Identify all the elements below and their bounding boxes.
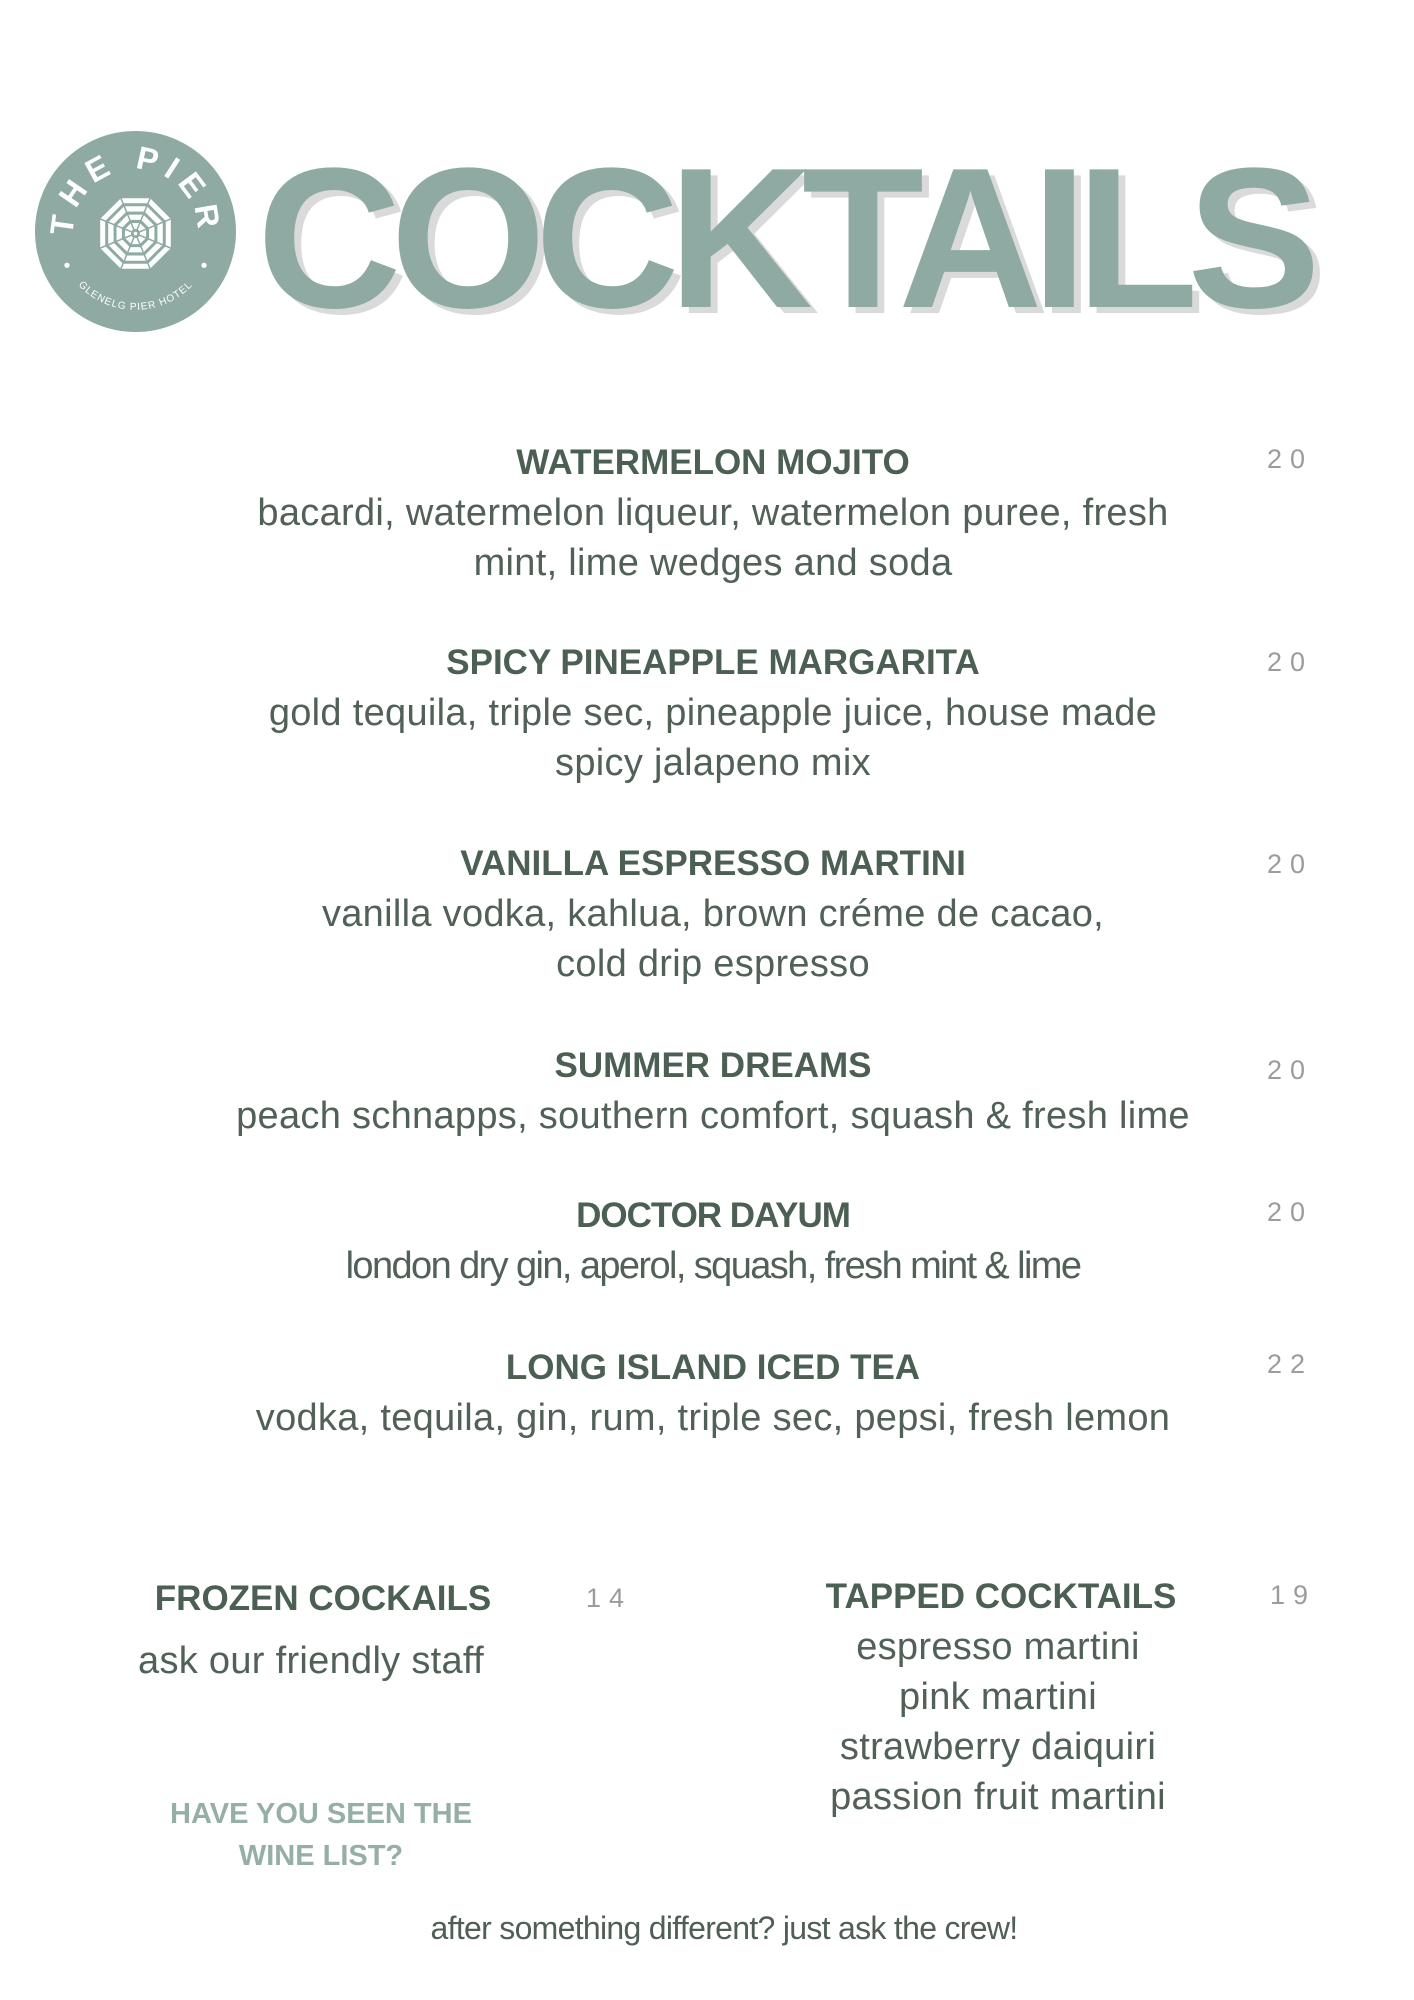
cocktail-item [190,440,1236,588]
the-pier-logo [35,131,236,332]
cocktail-price: 20 [1267,444,1314,474]
frozen-note-text: ask our friendly staff [138,1640,484,1682]
frozen-cocktails-price: 14 [586,1583,633,1613]
umbrella-icon [100,198,171,269]
cocktail-item [190,1193,1236,1291]
logo-name-text: THE PIER [43,139,229,238]
cocktail-item [190,841,1236,989]
cocktail-item [190,1345,1236,1443]
wine-prompt-line: WINE LIST? [238,1840,404,1872]
description-line: gold tequila, triple sec, pineapple juice, house made [268,692,1158,734]
cocktail-name: LONG ISLAND ICED TEA [505,1348,921,1387]
tapped-cocktails-list [798,1622,1198,1822]
frozen-cocktails-title: FROZEN COCKAILS [154,1579,492,1618]
cocktail-price: 20 [1267,849,1314,879]
cocktail-description [190,488,1236,588]
cocktail-name: DOCTOR DAYUM [576,1196,850,1235]
cocktail-description [190,889,1236,989]
cocktail-price: 20 [1267,1055,1314,1085]
tapped-cocktails-price: 19 [1270,1580,1317,1610]
tapped-cocktails-title: TAPPED COCKTAILS [825,1577,1177,1616]
list-item: espresso martini [856,1626,1140,1668]
description-line: spicy jalapeno mix [555,742,871,784]
footer-note: after something different? just ask the crew! [430,1910,1018,1946]
cocktail-price: 22 [1267,1349,1314,1379]
list-item: passion fruit martini [830,1776,1166,1818]
cocktail-price: 20 [1267,647,1314,677]
description-line: cold drip espresso [556,943,870,985]
description-line: peach schnapps, southern comfort, squash & fresh lime [236,1095,1190,1137]
page-title: COCKTAILS [257,127,1310,350]
description-line: vanilla vodka, kahlua, brown créme de cacao, [321,893,1105,935]
logo-location-text: GLENELG PIER HOTEL [76,279,195,313]
list-item: pink martini [899,1676,1097,1718]
cocktail-description [190,688,1236,788]
description-line: mint, lime wedges and soda [473,542,953,584]
cocktail-item [190,640,1236,788]
wine-list-prompt [141,1793,501,1877]
cocktail-name: WATERMELON MOJITO [516,443,910,482]
cocktail-name: SUMMER DREAMS [554,1046,872,1085]
description-line: london dry gin, aperol, squash, fresh mint & lime [345,1245,1081,1287]
cocktail-description [190,1393,1236,1443]
list-item: strawberry daiquiri [839,1726,1157,1768]
cocktail-price: 20 [1267,1197,1314,1227]
frozen-cocktails-note [111,1636,511,1686]
cocktail-description [190,1091,1236,1141]
description-line: vodka, tequila, gin, rum, triple sec, pepsi, fresh lemon [255,1397,1171,1439]
logo-dot [201,263,206,268]
cocktail-description [190,1241,1236,1291]
cocktail-name: VANILLA ESPRESSO MARTINI [460,844,966,883]
description-line: bacardi, watermelon liqueur, watermelon puree, fresh [257,492,1169,534]
cocktail-name: SPICY PINEAPPLE MARGARITA [446,643,980,682]
logo-dot [64,263,69,268]
cocktail-item [190,1043,1236,1141]
wine-prompt-line: HAVE YOU SEEN THE [170,1798,472,1830]
